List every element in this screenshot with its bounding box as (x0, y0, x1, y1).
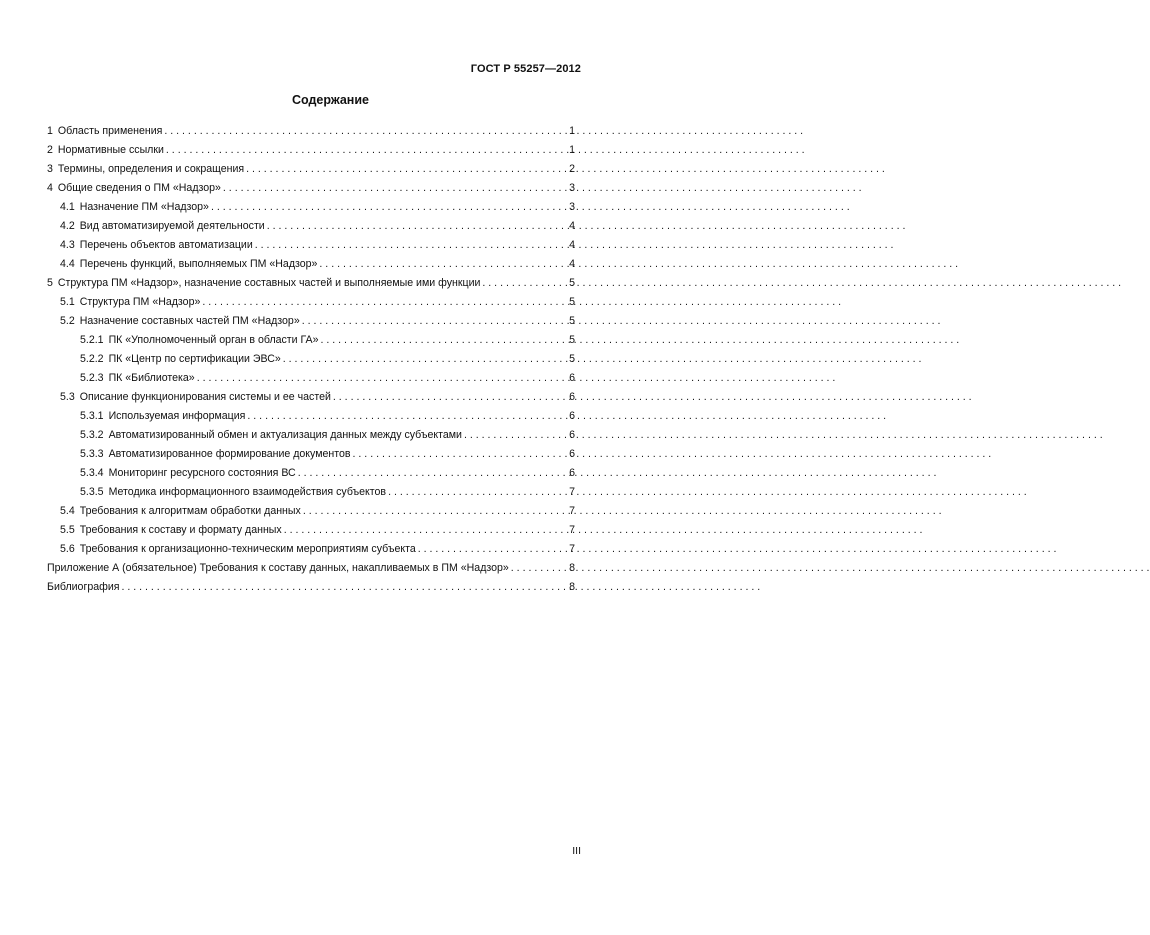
toc-entry-leader (284, 524, 569, 536)
toc-entry-label: Область применения (57, 124, 163, 137)
toc-entry-number: 5.3.2 (80, 428, 104, 441)
toc-entry-leader (418, 543, 569, 555)
toc-entry-number: 5.3.1 (80, 409, 104, 422)
toc-entry[interactable] (47, 425, 575, 444)
toc-entry-page: 5 (569, 295, 575, 308)
toc-entry-page: 7 (569, 542, 575, 555)
toc-entry-leader (302, 315, 569, 327)
toc-entry[interactable] (47, 558, 575, 577)
toc-entry[interactable] (47, 444, 575, 463)
toc-entry-leader (321, 334, 570, 346)
toc-entry-label: Перечень объектов автоматизации (79, 238, 253, 251)
toc-entry-number: 5.2.1 (80, 333, 104, 346)
toc-entry-page: 5 (569, 352, 575, 365)
toc-entry-label: Перечень функций, выполняемых ПМ «Надзор» (79, 257, 318, 270)
toc-entry-leader (223, 182, 569, 194)
toc-entry-leader (319, 258, 569, 270)
toc-entry-label: Нормативные ссылки (57, 143, 164, 156)
toc-entry[interactable] (47, 330, 575, 349)
toc-entry-label: Описание функционирования системы и ее частей (79, 390, 331, 403)
toc-entry-page: 1 (569, 124, 575, 137)
toc-entry-page: 4 (569, 257, 575, 270)
toc-entry-label: Требования к организационно-техническим мероприятиям субъекта (79, 542, 416, 555)
toc-entry-number: 5.3.5 (80, 485, 104, 498)
toc-entry-number: 3 (47, 162, 53, 175)
toc-entry-leader (303, 505, 569, 517)
toc-entry-page: 6 (569, 371, 575, 384)
toc-entry-leader (255, 239, 569, 251)
toc-entry-page: 5 (569, 314, 575, 327)
toc-entry-number: 5.5 (60, 523, 75, 536)
toc-entry-page: 3 (569, 200, 575, 213)
toc-entry[interactable] (47, 501, 575, 520)
toc-entry[interactable] (47, 482, 575, 501)
toc-entry[interactable] (47, 273, 575, 292)
toc-entry[interactable] (47, 159, 575, 178)
toc-entry-label: Библиография (47, 580, 120, 593)
toc-entry[interactable] (47, 577, 575, 596)
toc-entry[interactable] (47, 121, 575, 140)
toc-entry-page: 3 (569, 181, 575, 194)
toc-entry-label: Мониторинг ресурсного состояния ВС (108, 466, 296, 479)
toc-entry-page: 6 (569, 409, 575, 422)
toc-entry-label: Структура ПМ «Надзор», назначение составных частей и выполняемые ими функции (57, 276, 481, 289)
toc-entry[interactable] (47, 140, 575, 159)
toc-entry-number: 5.4 (60, 504, 75, 517)
toc-entry-label: Автоматизированное формирование документов (108, 447, 351, 460)
toc-entry[interactable] (47, 311, 575, 330)
toc-entry-label: Методика информационного взаимодействия субъектов (108, 485, 387, 498)
toc-entry[interactable] (47, 406, 575, 425)
page-number: III (572, 845, 581, 857)
toc-entry-leader (247, 410, 569, 422)
toc-entry-page: 6 (569, 466, 575, 479)
toc-entry-page: 5 (569, 276, 575, 289)
toc-entry-leader (283, 353, 569, 365)
toc-entry-page: 7 (569, 504, 575, 517)
toc-entry-label: ПК «Уполномоченный орган в области ГА» (108, 333, 319, 346)
toc-entry-leader (353, 448, 570, 460)
toc-entry-number: 5.2.3 (80, 371, 104, 384)
toc-entry-label: Общие сведения о ПМ «Надзор» (57, 181, 221, 194)
toc-entry-number: 2 (47, 143, 53, 156)
toc-entry-leader (246, 163, 569, 175)
toc-entry-page: 7 (569, 485, 575, 498)
toc-entry-page: 4 (569, 219, 575, 232)
toc-entry-label: ПК «Центр по сертификации ЭВС» (108, 352, 281, 365)
toc-entry[interactable] (47, 235, 575, 254)
toc-entry[interactable] (47, 216, 575, 235)
toc-entry-number: 4.3 (60, 238, 75, 251)
document-code: ГОСТ Р 55257—2012 (470, 63, 581, 75)
toc-entry[interactable] (47, 520, 575, 539)
toc-entry-label: Требования к составу и формату данных (79, 523, 282, 536)
toc-entry-leader (482, 277, 569, 289)
toc-title: Содержание (291, 93, 369, 107)
toc-entry-label: Автоматизированный обмен и актуализация данных между субъектами (108, 428, 462, 441)
toc-entry-leader (166, 144, 569, 156)
toc-entry-page: 5 (569, 333, 575, 346)
toc-entry-page: 6 (569, 428, 575, 441)
toc-entry[interactable] (47, 254, 575, 273)
toc-entry-number: 5.2 (60, 314, 75, 327)
toc-entry[interactable] (47, 368, 575, 387)
toc-entry-leader (164, 125, 569, 137)
table-of-contents (47, 121, 575, 596)
toc-entry-page: 4 (569, 238, 575, 251)
toc-entry-label: Назначение ПМ «Надзор» (79, 200, 209, 213)
toc-entry-number: 5 (47, 276, 53, 289)
toc-entry[interactable] (47, 387, 575, 406)
toc-entry-number: 5.3.3 (80, 447, 104, 460)
toc-entry-label: Термины, определения и сокращения (57, 162, 245, 175)
toc-entry-leader (197, 372, 569, 384)
toc-entry-label: Используемая информация (108, 409, 246, 422)
toc-entry-page: 2 (569, 162, 575, 175)
toc-entry-leader (202, 296, 569, 308)
toc-entry[interactable] (47, 463, 575, 482)
toc-entry-number: 4 (47, 181, 53, 194)
toc-entry[interactable] (47, 178, 575, 197)
toc-entry-label: Вид автоматизируемой деятельности (79, 219, 265, 232)
toc-entry-number: 4.2 (60, 219, 75, 232)
toc-entry[interactable] (47, 197, 575, 216)
toc-entry-page: 1 (569, 143, 575, 156)
toc-entry-number: 5.6 (60, 542, 75, 555)
toc-entry-number: 4.1 (60, 200, 75, 213)
toc-entry-leader (464, 429, 569, 441)
toc-entry[interactable] (47, 292, 575, 311)
toc-entry-number: 4.4 (60, 257, 75, 270)
toc-entry-leader (267, 220, 569, 232)
toc-entry-leader (388, 486, 569, 498)
toc-entry-label: Приложение А (обязательное) Требования к составу данных, накапливаемых в ПМ «Надзор» (47, 561, 509, 574)
toc-entry-page: 7 (569, 523, 575, 536)
toc-entry-page: 8 (569, 580, 575, 593)
toc-entry-leader (121, 581, 569, 593)
toc-entry-number: 5.3 (60, 390, 75, 403)
toc-entry-number: 5.1 (60, 295, 75, 308)
toc-entry-page: 6 (569, 447, 575, 460)
toc-entry-number: 5.2.2 (80, 352, 104, 365)
toc-entry-leader (211, 201, 569, 213)
toc-entry-leader (298, 467, 569, 479)
toc-entry-leader (333, 391, 569, 403)
toc-entry-page: 6 (569, 390, 575, 403)
toc-entry[interactable] (47, 539, 575, 558)
toc-entry-leader (511, 562, 569, 574)
toc-entry-label: ПК «Библиотека» (108, 371, 195, 384)
toc-entry-label: Структура ПМ «Надзор» (79, 295, 201, 308)
toc-entry-label: Требования к алгоритмам обработки данных (79, 504, 301, 517)
toc-entry-page: 8 (569, 561, 575, 574)
toc-entry-number: 5.3.4 (80, 466, 104, 479)
toc-entry-label: Назначение составных частей ПМ «Надзор» (79, 314, 300, 327)
toc-entry[interactable] (47, 349, 575, 368)
toc-entry-number: 1 (47, 124, 53, 137)
